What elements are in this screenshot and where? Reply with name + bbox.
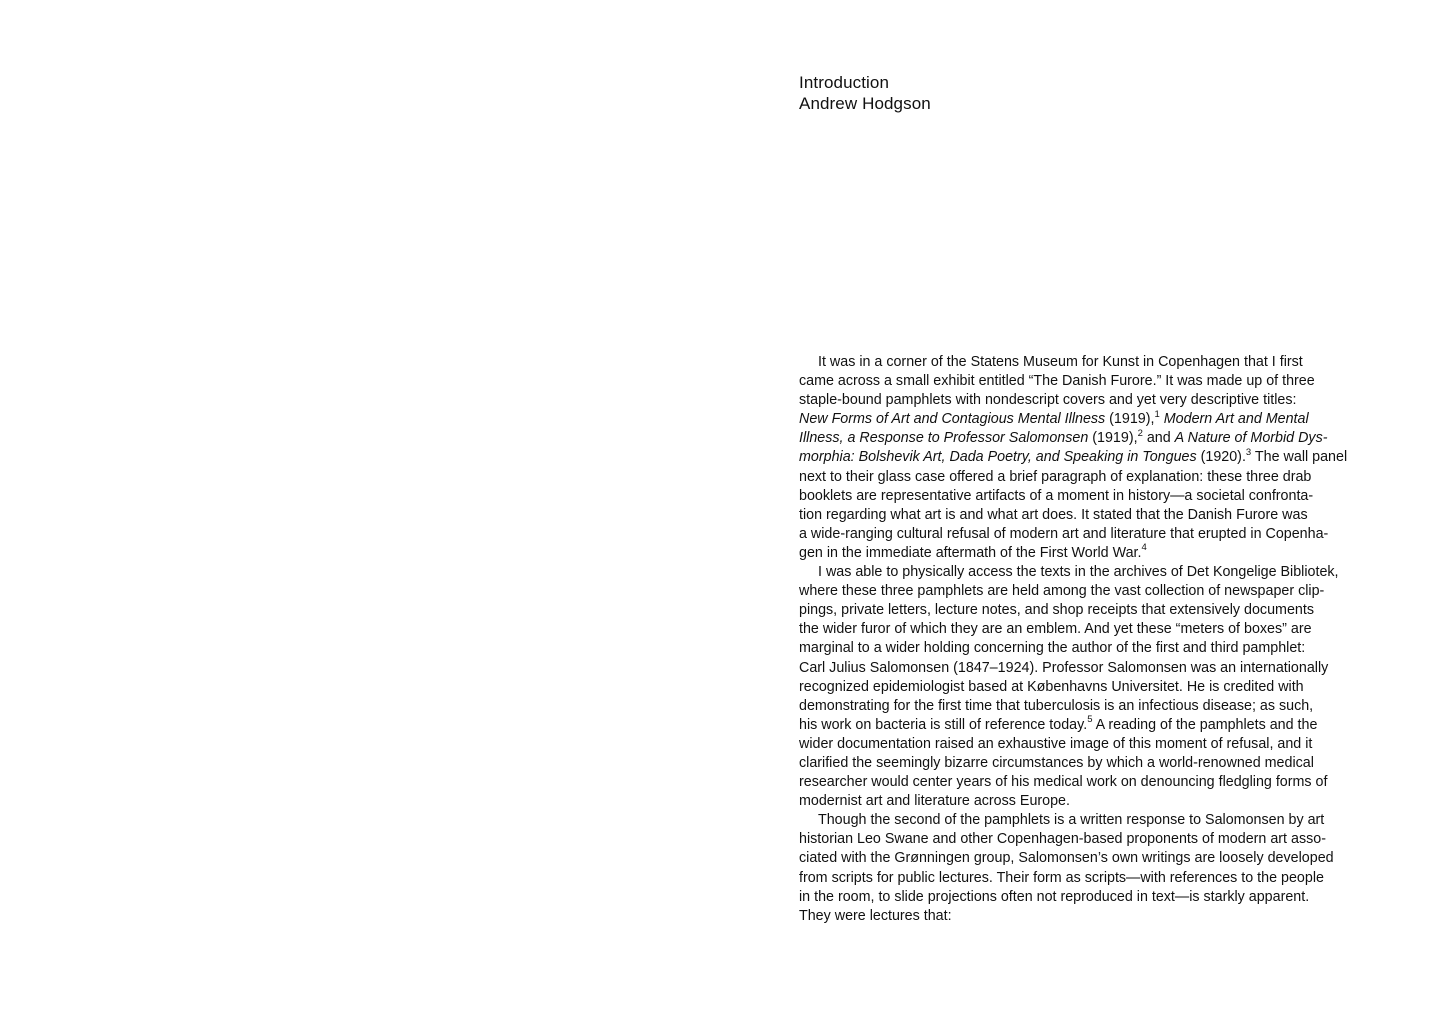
pamphlet-title: A Nature of Morbid Dys- (1174, 430, 1328, 447)
chapter-header (799, 72, 931, 114)
pamphlet-title: Illness, a Response to Professor Salomonsen (799, 430, 1089, 447)
text-line (799, 678, 1369, 697)
text-span: They were lectures that: (799, 907, 952, 924)
text-span: from scripts for public lectures. Their form as scripts—with references to the people (799, 869, 1324, 886)
left-page-blank (0, 0, 722, 1027)
text-line (799, 448, 1369, 467)
text-line (799, 811, 1369, 830)
text-line (799, 353, 1369, 372)
text-line (799, 907, 1369, 926)
text-line (799, 849, 1369, 868)
text-line (799, 391, 1369, 410)
text-span: (1920). (1196, 449, 1246, 466)
footnote-marker[interactable]: 4 (1141, 542, 1147, 554)
text-line (799, 735, 1369, 754)
text-line (799, 468, 1369, 487)
footnote-marker[interactable]: 1 (1154, 408, 1160, 420)
text-line (799, 372, 1369, 391)
text-span: researcher would center years of his medical work on denouncing fledgling forms of (799, 774, 1328, 791)
text-span: marginal to a wider holding concerning the author of the first and third pamphlet: (799, 640, 1306, 657)
chapter-author: Andrew Hodgson (799, 94, 931, 113)
text-line (799, 888, 1369, 907)
text-span: ciated with the Grønningen group, Salomonsen’s own writings are loosely developed (799, 850, 1334, 867)
text-line (799, 830, 1369, 849)
text-line (799, 754, 1369, 773)
text-span: booklets are representative artifacts of a moment in history—a societal confronta- (799, 487, 1314, 504)
pamphlet-title: Modern Art and Mental (1159, 411, 1309, 428)
text-span: recognized epidemiologist based at Københavns Universitet. He is credited with (799, 678, 1304, 695)
text-line (799, 487, 1369, 506)
text-span: (1919), (1088, 430, 1138, 447)
right-page (722, 0, 1445, 1027)
text-line (799, 506, 1369, 525)
footnote-marker[interactable]: 5 (1087, 714, 1093, 726)
text-span: modernist art and literature across Europe. (799, 793, 1070, 810)
text-span: the wider furor of which they are an emblem. And yet these “meters of boxes” are (799, 621, 1312, 638)
text-line (799, 429, 1369, 448)
text-line (799, 620, 1369, 639)
text-line (799, 792, 1369, 811)
text-span: staple-bound pamphlets with nondescript covers and yet very descriptive titles: (799, 392, 1297, 409)
text-span: his work on bacteria is still of reference today. (799, 716, 1088, 733)
pamphlet-title: New Forms of Art and Contagious Mental Illness (799, 411, 1106, 428)
text-span: The wall panel (1251, 449, 1348, 466)
body-text (799, 353, 1369, 926)
text-line (799, 869, 1369, 888)
text-line (799, 563, 1369, 582)
text-line (799, 601, 1369, 620)
text-line (799, 410, 1369, 429)
text-line (799, 582, 1369, 601)
footnote-marker[interactable]: 2 (1137, 427, 1143, 439)
text-span: A reading of the pamphlets and the (1092, 716, 1318, 733)
text-line (799, 639, 1369, 658)
text-span: (1919), (1105, 411, 1155, 428)
text-span: It was in a corner of the Statens Museum for Kunst in Copenhagen that I first (818, 354, 1303, 370)
text-span: pings, private letters, lecture notes, and shop receipts that extensively documents (799, 602, 1314, 619)
text-span: demonstrating for the first time that tuberculosis is an infectious disease; as such, (799, 697, 1314, 714)
text-span: wider documentation raised an exhaustive image of this moment of refusal, and it (799, 735, 1313, 752)
text-span: clarified the seemingly bizarre circumstances by which a world-renowned medical (799, 754, 1314, 771)
text-line (799, 773, 1369, 792)
text-span: where these three pamphlets are held among the vast collection of newspaper clip- (799, 583, 1325, 600)
text-line (799, 697, 1369, 716)
text-line (799, 544, 1369, 563)
text-line (799, 716, 1369, 735)
text-span: I was able to physically access the texts in the archives of Det Kongelige Bibliotek, (818, 564, 1339, 581)
footnote-marker[interactable]: 3 (1245, 446, 1252, 458)
chapter-title: Introduction (799, 73, 890, 92)
text-span: came across a small exhibit entitled “The Danish Furore.” It was made up of three (799, 373, 1315, 390)
text-span: Though the second of the pamphlets is a written response to Salomonsen by art (818, 812, 1325, 829)
text-span: in the room, to slide projections often not reproduced in text—is starkly apparent. (799, 888, 1310, 905)
text-span: gen in the immediate aftermath of the First World War. (799, 544, 1142, 561)
text-line (799, 525, 1369, 544)
text-span: and (1142, 430, 1175, 447)
text-span: next to their glass case offered a brief paragraph of explanation: these three drab (799, 468, 1312, 485)
text-span: Carl Julius Salomonsen (1847–1924). Professor Salomonsen was an internationally (799, 659, 1329, 676)
text-line (799, 659, 1369, 678)
text-span: a wide-ranging cultural refusal of modern art and literature that erupted in Copenha- (799, 525, 1329, 542)
pamphlet-title: morphia: Bolshevik Art, Dada Poetry, and Speaking in Tongues (799, 449, 1197, 466)
text-span: tion regarding what art is and what art does. It stated that the Danish Furore was (799, 506, 1308, 523)
text-span: historian Leo Swane and other Copenhagen-based proponents of modern art asso- (799, 831, 1326, 848)
